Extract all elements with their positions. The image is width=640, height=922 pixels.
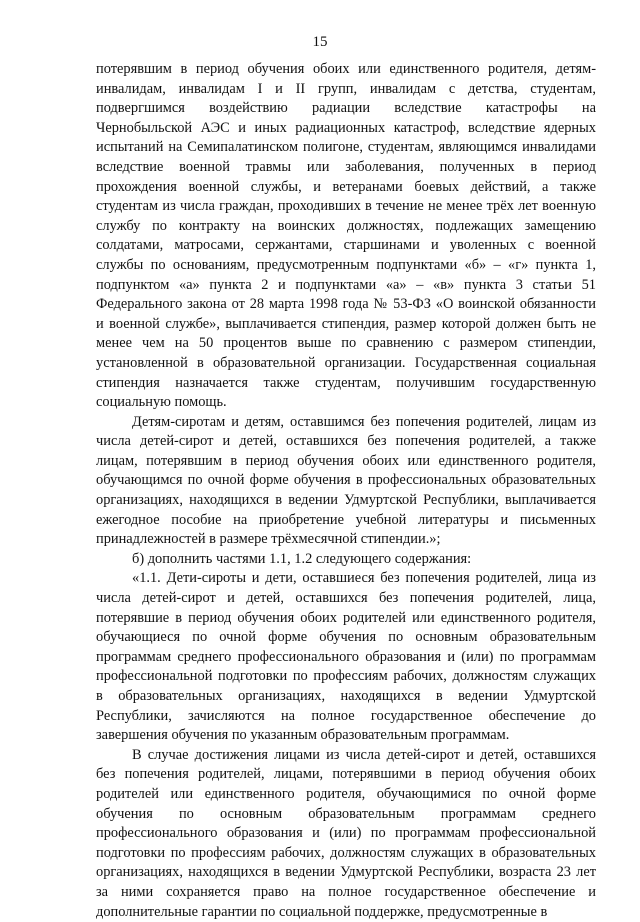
text-line: солдатами, матросами, сержантами, старшинами и уволенных с военной — [96, 237, 596, 254]
text-line: обучающимся по очной форме обучения в профессиональных образовательных — [96, 472, 596, 489]
text-line: лицам, потерявшим в период обучения обоих или единственного родителя, — [96, 452, 596, 469]
text-line: «1.1. Дети-сироты и дети, оставшиеся без попечения родителей, лица из — [132, 570, 596, 587]
text-line: испытаний на Семипалатинском полигоне, студентам, являющимся инвалидами — [96, 139, 596, 156]
text-line: Чернобыльской АЭС и иных радиационных катастроф, вследствие ядерных — [96, 119, 596, 136]
text-line: организациях, находящихся в ведении Удмуртской Республики, возраста 23 лет — [96, 864, 596, 881]
text-line: потерявшим в период обучения обоих или единственного родителя, детям- — [96, 61, 596, 77]
page-number: 15 — [312, 34, 328, 50]
text-line: потерявшие в период обучения обоих родителей или единственного родителя, — [96, 609, 596, 626]
paragraph — [96, 413, 596, 550]
text-line: подвергшимся воздействию радиации вследствие катастрофы на — [96, 100, 596, 117]
text-line: принадлежностей в размере трёхмесячной стипендии.»; — [96, 531, 441, 548]
text-line: подготовки по профессиям рабочих, должностям служащих в образовательных — [96, 844, 596, 861]
text-line: Республики, зачисляются на полное государственное обеспечение до — [96, 707, 596, 724]
text-line: завершения обучения по указанным образовательным программам. — [96, 727, 510, 744]
text-line: службу по контракту на воинских должностях, подлежащих замещению — [96, 217, 596, 234]
text-line: В случае достижения лицами из числа детей-сирот и детей, оставшихся — [132, 746, 596, 763]
text-line: числа детей-сирот и детей, оставшихся без попечения родителей, а также — [96, 433, 596, 450]
text-line: вследствие военной травмы или заболевания, полученных в период — [96, 158, 596, 175]
text-line: дополнительные гарантии по социальной поддержке, предусмотренные в — [96, 903, 548, 920]
text-line: без попечения родителей, лицами, потерявшими в период обучения обоих — [96, 766, 596, 783]
text-line: студентам из числа граждан, проходивших в течение не менее трёх лет военную — [96, 198, 596, 215]
text-line: прохождения военной службы, и ветеранами боевых действий, а также — [96, 178, 596, 195]
text-line: родителей или единственного родителя, обучающимися по очной форме — [96, 785, 596, 802]
paragraph — [96, 746, 596, 922]
text-line: за ними сохраняется право на полное государственное обеспечение и — [96, 883, 596, 900]
text-line: в образовательных организациях, находящихся в ведении Удмуртской — [96, 688, 596, 704]
text-line: стипендия назначается также студентам, получившим государственную — [96, 374, 596, 391]
text-line: Детям-сиротам и детям, оставшимся без попечения родителей, лицам из — [132, 413, 596, 430]
paragraph — [96, 550, 596, 570]
text-line: ежегодное пособие на приобретение учебной литературы и письменных — [96, 511, 596, 528]
text-line: программам среднего профессионального образования и (или) по программам — [96, 648, 596, 665]
text-line: профессионального образования и (или) по программам профессиональной — [96, 825, 596, 842]
text-line: б) дополнить частями 1.1, 1.2 следующего содержания: — [132, 550, 472, 567]
text-line: установленной в образовательной организации. Государственная социальная — [96, 354, 596, 371]
text-line: менее чем на 50 процентов выше по сравнению с размером стипендии, — [96, 335, 596, 352]
text-line: обучающиеся по очной форме обучения по основным образовательным — [96, 629, 596, 646]
text-line: службы по основаниям, предусмотренным подпунктами «б» – «г» пункта 1, — [96, 256, 596, 273]
document-body — [96, 60, 596, 922]
text-line: организациях, находящихся в ведении Удмуртской Республики, выплачивается — [96, 492, 596, 509]
text-line: и военной службе», выплачивается стипендия, размер которой должен быть не — [96, 315, 596, 332]
text-line: профессиональной подготовки по профессиям рабочих, должностям служащих — [96, 668, 596, 685]
paragraph — [96, 569, 596, 745]
text-line: Федерального закона от 28 марта 1998 года № 53-ФЗ «О воинской обязанности — [96, 296, 596, 313]
text-line: подпунктом «а» пункта 2 и подпунктами «а» – «в» пункта 3 статьи 51 — [96, 276, 596, 293]
text-line: инвалидам, инвалидам I и II групп, инвалидам с детства, студентам, — [96, 80, 596, 97]
text-line: числа детей-сирот и детей, оставшихся без попечения родителей, лица, — [96, 590, 596, 607]
text-line: обучения по основным образовательным программам среднего — [96, 805, 596, 822]
text-line: социальную помощь. — [96, 394, 227, 411]
paragraph — [96, 60, 596, 413]
